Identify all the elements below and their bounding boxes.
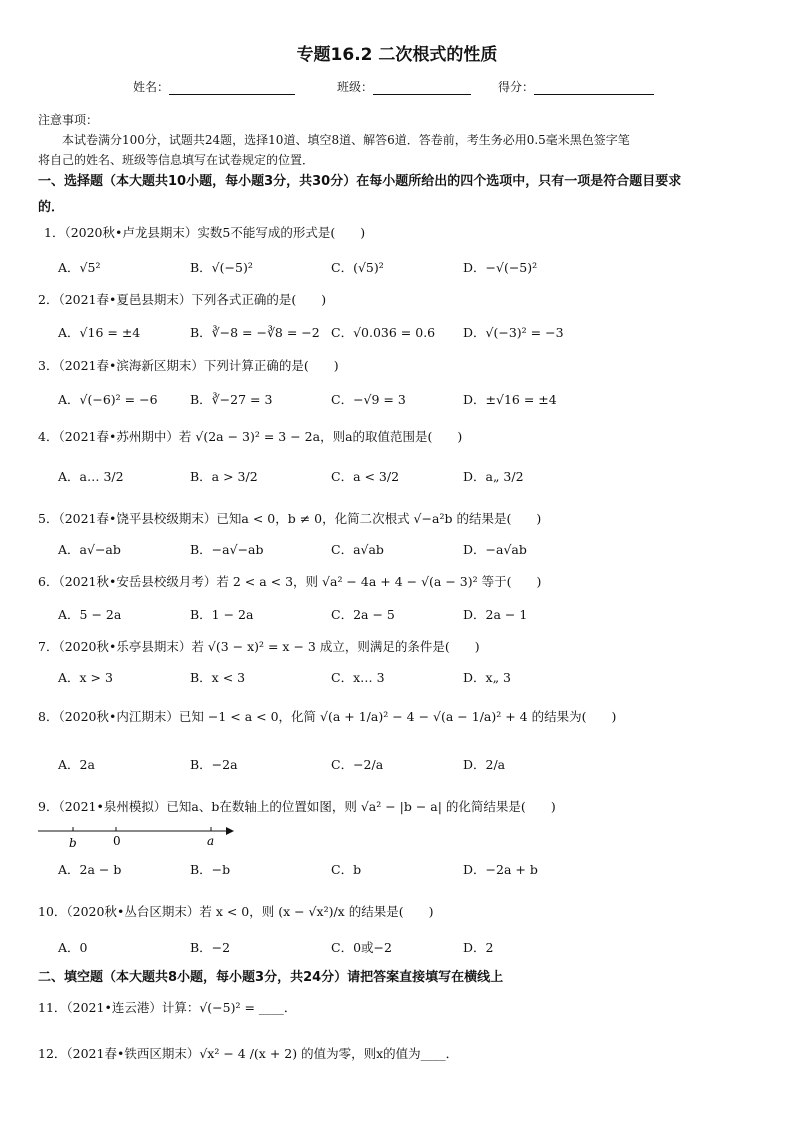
q8-option-d[interactable]: D．2/a (463, 757, 506, 772)
number-line-figure (36, 818, 236, 852)
question-6: 6．（2021秋•安岳县校级月考）若 2 < a < 3，则 √a² − 4a + 4 − √(a − 3)² 等于( ) (38, 574, 542, 589)
question-12[interactable]: 12．（2021春•铁西区期末）√x² − 4 /(x + 2) 的值为零，则x的值为____． (38, 1046, 459, 1061)
class-field[interactable] (337, 78, 471, 95)
q7-option-b[interactable]: B．x < 3 (190, 670, 246, 685)
q9-option-a[interactable]: A．2a − b (58, 862, 122, 877)
class-label: 班级： (337, 80, 374, 94)
notes-line-2: 将自己的姓名、班级等信息填写在试卷规定的位置． (38, 153, 315, 167)
name-field[interactable] (133, 78, 295, 95)
q9-option-b[interactable]: B．−b (190, 862, 231, 877)
q10-option-a[interactable]: A．0 (58, 940, 88, 955)
q6-option-b[interactable]: B．1 − 2a (190, 607, 254, 622)
q5-option-d[interactable]: D．−a√ab (463, 542, 527, 557)
question-9: 9．（2021•泉州模拟）已知a、b在数轴上的位置如图，则 √a² − |b − a| 的化简结果是( ) (38, 799, 556, 814)
q3-option-a[interactable]: A．√(−6)² = −6 (58, 392, 158, 407)
q10-option-c[interactable]: C．0或−2 (331, 940, 392, 955)
q8-option-b[interactable]: B．−2a (190, 757, 238, 772)
label-0: 0 (113, 834, 121, 848)
question-4: 4．（2021春•苏州期中）若 √(2a − 3)² = 3 − 2a，则a的取值范围是( ) (38, 429, 463, 444)
q1-option-b[interactable]: B．√(−5)² (190, 260, 253, 275)
q4-option-b[interactable]: B．a > 3/2 (190, 469, 258, 484)
q6-option-a[interactable]: A．5 − 2a (58, 607, 122, 622)
q4-option-d[interactable]: D．a„ 3/2 (463, 469, 524, 484)
label-a: a (207, 834, 215, 848)
question-1: 1．（2020秋•卢龙县期末）实数5不能写成的形式是( ) (44, 225, 366, 240)
q5-option-b[interactable]: B．−a√−ab (190, 542, 264, 557)
number-line-arrow-icon (226, 827, 234, 835)
q6-option-d[interactable]: D．2a − 1 (463, 607, 528, 622)
q1-option-d[interactable]: D．−√(−5)² (463, 260, 538, 275)
q9-option-c[interactable]: C．b (331, 862, 362, 877)
score-label: 得分： (498, 80, 535, 94)
question-5: 5．（2021春•饶平县校级期末）已知a < 0，b ≠ 0，化简二次根式 √−a²b 的结果是( ) (38, 511, 542, 526)
q10-option-d[interactable]: D．2 (463, 940, 494, 955)
section1-heading-cont: 的． (38, 200, 65, 215)
question-11[interactable]: 11．（2021•连云港）计算：√(−5)² = ____． (38, 1000, 297, 1015)
q4-option-c[interactable]: C．a < 3/2 (331, 469, 400, 484)
q6-option-c[interactable]: C．2a − 5 (331, 607, 395, 622)
q2-option-a[interactable]: A．√16 = ±4 (58, 325, 141, 340)
page-title: 专题16.2 二次根式的性质 (296, 45, 498, 65)
label-b: b (69, 836, 77, 850)
score-field[interactable] (498, 78, 654, 95)
q5-option-c[interactable]: C．a√ab (331, 542, 384, 557)
q4-option-a[interactable]: A．a… 3/2 (58, 469, 124, 484)
q7-option-c[interactable]: C．x… 3 (331, 670, 385, 685)
q8-option-a[interactable]: A．2a (58, 757, 95, 772)
q9-option-d[interactable]: D．−2a + b (463, 862, 538, 877)
notes-line-1: 本试卷满分100分，试题共24题，选择10道、填空8道、解答6道．答卷前，考生务必用0.5毫米黑色签字笔 (62, 133, 630, 147)
name-label: 姓名： (133, 80, 170, 94)
q3-option-b[interactable]: B．∛−27 = 3 (190, 392, 273, 407)
q1-option-c[interactable]: C．(√5)² (331, 260, 384, 275)
q3-option-c[interactable]: C．−√9 = 3 (331, 392, 406, 407)
q2-option-c[interactable]: C．√0.036 = 0.6 (331, 325, 436, 340)
q8-option-c[interactable]: C．−2/a (331, 757, 384, 772)
section2-heading: 二、填空题（本大题共8小题，每小题3分，共24分）请把答案直接填写在横线上 (38, 970, 504, 985)
q5-option-a[interactable]: A．a√−ab (58, 542, 121, 557)
section1-heading: 一、选择题（本大题共10小题，每小题3分，共30分）在每小题所给出的四个选项中，只有一项是符合题目要求 (38, 174, 682, 189)
notes-heading: 注意事项： (38, 113, 99, 127)
q7-option-a[interactable]: A．x > 3 (58, 670, 113, 685)
q10-option-b[interactable]: B．−2 (190, 940, 231, 955)
question-10: 10．（2020秋•丛台区期末）若 x < 0，则 (x − √x²)/x 的结果是( ) (38, 904, 434, 919)
q7-option-d[interactable]: D．x„ 3 (463, 670, 511, 685)
q2-option-d[interactable]: D．√(−3)² = −3 (463, 325, 564, 340)
question-2: 2．（2021春•夏邑县期末）下列各式正确的是( ) (38, 292, 327, 307)
question-7: 7．（2020秋•乐亭县期末）若 √(3 − x)² = x − 3 成立，则满足的条件是( ) (38, 639, 480, 654)
question-3: 3．（2021春•滨海新区期末）下列计算正确的是( ) (38, 358, 339, 373)
q3-option-d[interactable]: D．±√16 = ±4 (463, 392, 557, 407)
question-8: 8．（2020秋•内江期末）已知 −1 < a < 0，化简 √(a + 1/a)² − 4 − √(a − 1/a)² + 4 的结果为( ) (38, 709, 617, 724)
q2-option-b[interactable]: B．∛−8 = −∛8 = −2 (190, 325, 320, 340)
q1-option-a[interactable]: A．√5² (58, 260, 101, 275)
